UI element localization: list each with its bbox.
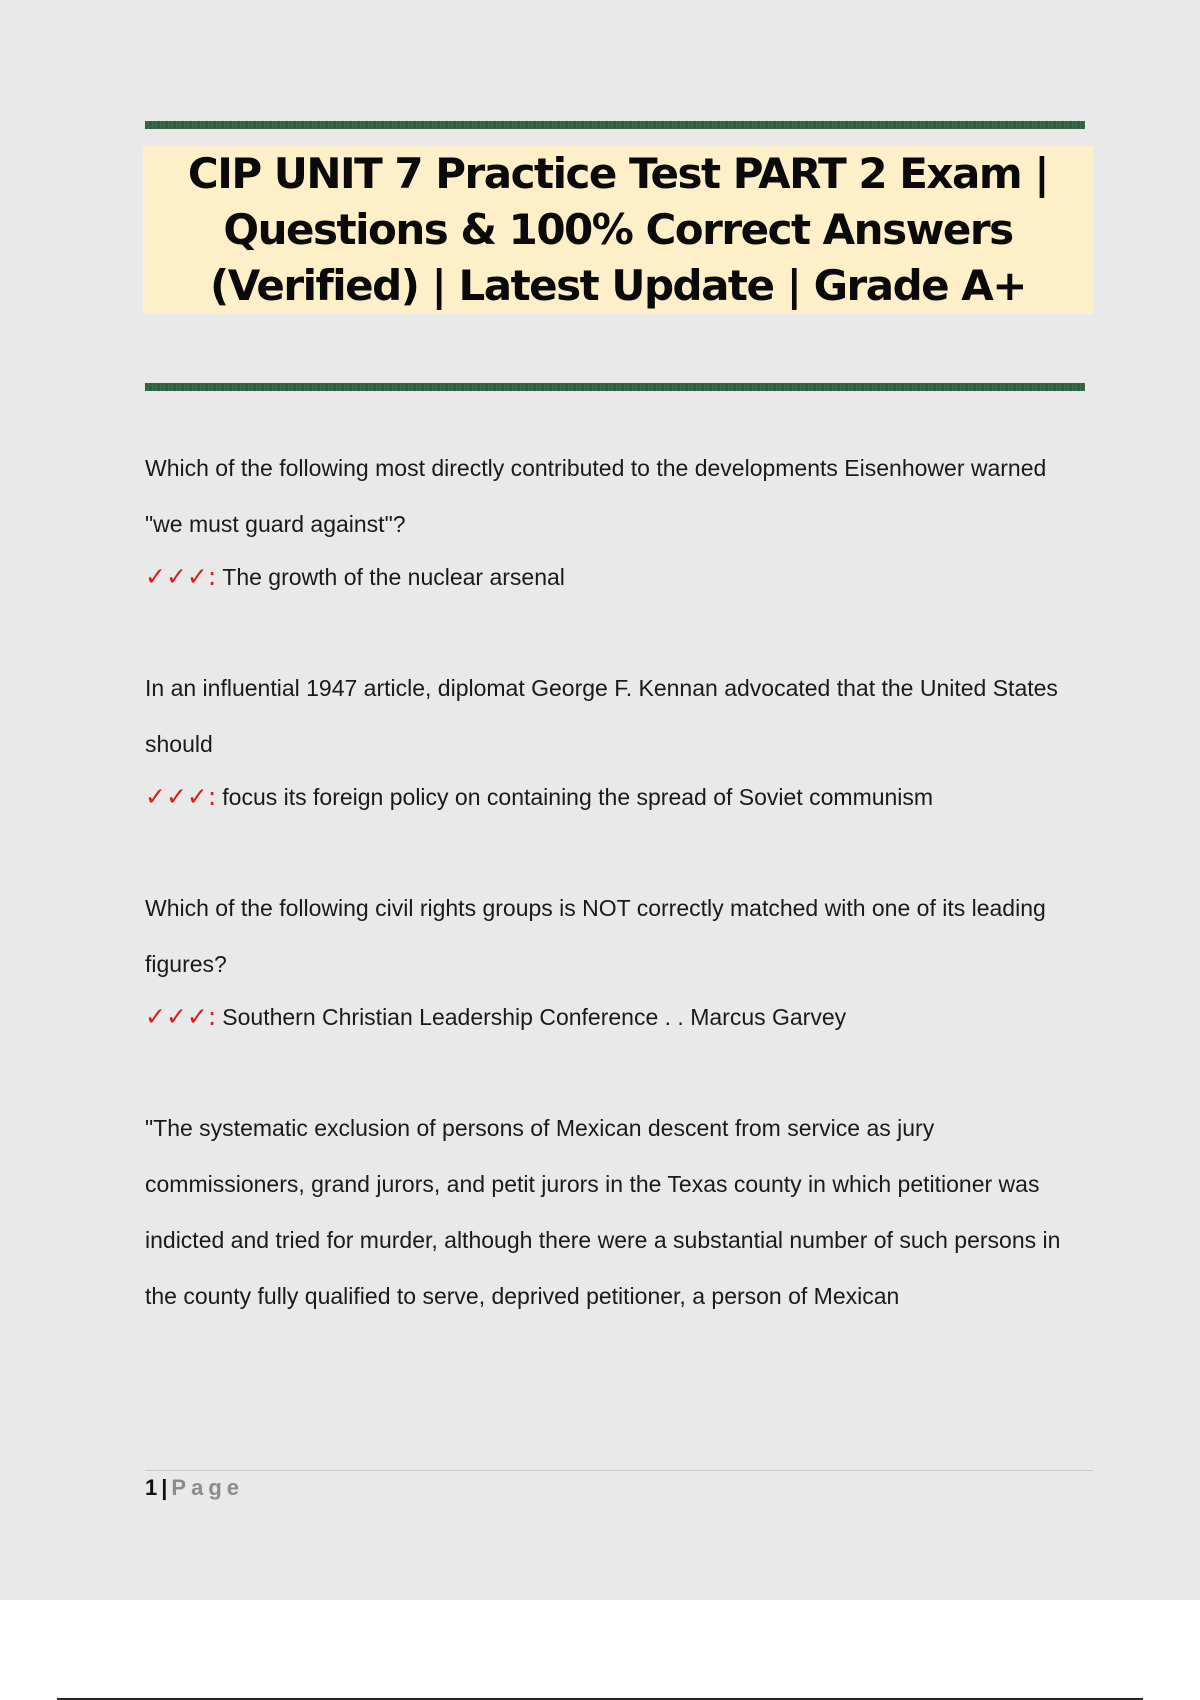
qa-list bbox=[145, 440, 1075, 1392]
question-text: Which of the following civil rights groups is NOT correctly matched with one of its leading figures? bbox=[145, 895, 1046, 977]
page-separator: | bbox=[161, 1475, 168, 1500]
checkmark-icon: ✓✓✓: bbox=[145, 782, 217, 811]
answer-line bbox=[145, 1002, 1075, 1032]
qa-item bbox=[145, 1100, 1075, 1324]
question-text: "The systematic exclusion of persons of Mexican descent from service as jury commissioners, grand jurors, and petit jurors in the Texas county in which petitioner was indicted and tried for murder, although there were a substantial number of such persons in the county fully qualified to serve, deprived petitioner, a person of Mexican bbox=[145, 1115, 1061, 1309]
question-text: Which of the following most directly contributed to the developments Eisenhower warned "we must guard against"? bbox=[145, 455, 1047, 537]
document-title: CIP UNIT 7 Practice Test PART 2 Exam | Questions & 100% Correct Answers (Verified) | Latest Update | Grade A+ bbox=[187, 149, 1049, 310]
answer-text: Southern Christian Leadership Conference . . Marcus Garvey bbox=[222, 1004, 847, 1030]
answer-line bbox=[145, 562, 1075, 592]
page-label: Page bbox=[171, 1475, 244, 1500]
qa-item bbox=[145, 440, 1075, 592]
answer-line bbox=[145, 782, 1075, 812]
title-top-rule bbox=[145, 121, 1085, 129]
title-banner bbox=[143, 146, 1093, 314]
answer-text: focus its foreign policy on containing the spread of Soviet communism bbox=[222, 784, 934, 810]
page-footer bbox=[145, 1475, 244, 1501]
qa-item bbox=[145, 880, 1075, 1032]
question-text: In an influential 1947 article, diplomat George F. Kennan advocated that the United States should bbox=[145, 675, 1058, 757]
answer-text: The growth of the nuclear arsenal bbox=[222, 564, 565, 590]
checkmark-icon: ✓✓✓: bbox=[145, 562, 217, 591]
page-number: 1 bbox=[145, 1475, 158, 1500]
checkmark-icon: ✓✓✓: bbox=[145, 1002, 217, 1031]
footer-divider bbox=[145, 1470, 1093, 1471]
qa-item bbox=[145, 660, 1075, 812]
title-bottom-rule bbox=[145, 383, 1085, 391]
